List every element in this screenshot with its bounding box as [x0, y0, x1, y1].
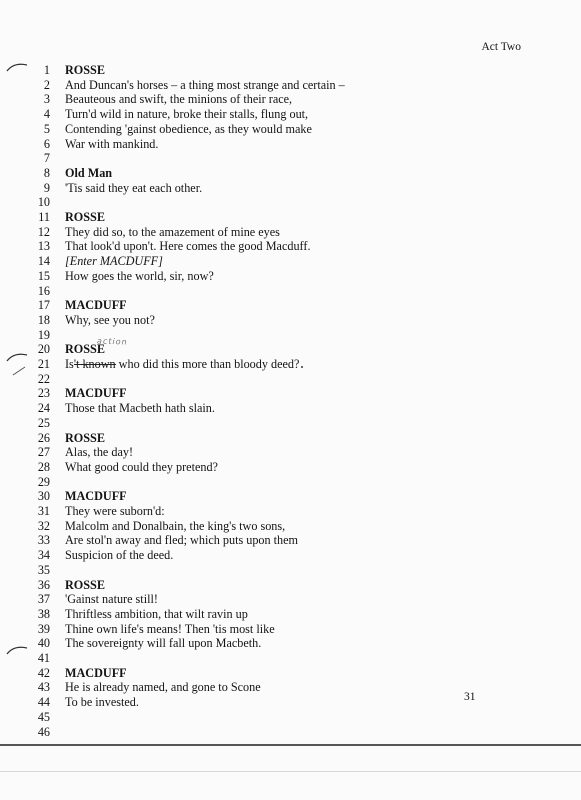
struck-text: 't known [73, 357, 116, 371]
script-line [0, 578, 581, 593]
script-line [0, 622, 581, 637]
verse-line: Thriftless ambition, that wilt ravin up [65, 606, 248, 621]
speaker-name: ROSSE [65, 430, 105, 445]
line-number: 22 [37, 371, 50, 386]
script-line [0, 313, 581, 328]
verse-line: Are stol'n away and fled; which puts upon them [65, 533, 299, 548]
verse-line: Malcolm and Donalbain, the king's two sons, [65, 518, 286, 533]
line-number: 43 [37, 680, 50, 695]
line-number: 12 [37, 224, 50, 239]
script-line [0, 710, 581, 725]
script-line [0, 298, 581, 313]
verse-line: And Duncan's horses – a thing most strange and certain – [65, 77, 345, 92]
line-number: 45 [37, 709, 50, 724]
script-line [0, 460, 581, 475]
margin-mark-icon [6, 645, 28, 655]
line-number: 1 [43, 63, 50, 77]
speaker-name: MACDUFF [65, 489, 127, 504]
script-line [0, 504, 581, 519]
script-line [0, 195, 581, 210]
script-line [0, 254, 581, 269]
script-line [0, 666, 581, 681]
verse-line: They were suborn'd: [65, 504, 165, 518]
line-number: 40 [37, 636, 50, 651]
verse-line: Thine own life's means! Then 'tis most like [65, 621, 275, 636]
verse-line: Contending 'gainst obedience, as they would make [65, 121, 312, 136]
line-number: 46 [37, 724, 50, 739]
line-number: 2 [43, 77, 50, 92]
verse-line: Alas, the day! [65, 445, 134, 460]
line-number: 37 [37, 592, 50, 607]
script-line [0, 210, 581, 225]
margin-mark-icon [6, 62, 28, 72]
verse-line: Beauteous and swift, the minions of their race, [65, 92, 293, 107]
speaker-name: Old Man [65, 165, 113, 180]
line-number: 11 [38, 210, 50, 224]
script-line [0, 607, 581, 622]
line-number: 4 [43, 107, 50, 122]
line-number: 9 [43, 180, 50, 195]
speaker-name: ROSSE [65, 577, 105, 592]
verse-fragment: who did this more than bloody deed? [115, 357, 300, 371]
line-number: 13 [37, 239, 50, 254]
script-line [0, 475, 581, 490]
line-number: 44 [37, 695, 50, 710]
speaker-name: ROSSE [65, 63, 105, 77]
verse-line: To be invested. [65, 695, 139, 710]
script-line [0, 401, 581, 416]
script-line [0, 563, 581, 578]
line-number: 20 [37, 342, 50, 357]
speaker-name: MACDUFF [65, 386, 127, 401]
line-number: 39 [37, 621, 50, 636]
script-line [0, 548, 581, 563]
verse-line: What good could they pretend? [65, 459, 218, 474]
script-line [0, 680, 581, 695]
script-line [0, 725, 581, 740]
script-line [0, 489, 581, 504]
line-number: 19 [37, 327, 50, 342]
line-number: 30 [37, 489, 50, 504]
verse-line: War with mankind. [65, 136, 159, 151]
script-line [0, 107, 581, 122]
line-number: 23 [37, 386, 50, 401]
line-number: 26 [37, 430, 50, 445]
verse-line: 'Gainst nature still! [65, 592, 158, 607]
line-number: 17 [37, 298, 50, 313]
line-number: 35 [37, 562, 50, 577]
line-number: 31 [37, 504, 50, 518]
script-line [0, 519, 581, 534]
line-number: 42 [37, 665, 50, 680]
line-number: 6 [43, 136, 50, 151]
line-number: 7 [43, 151, 50, 166]
line-number: 15 [37, 268, 50, 283]
line-number: 3 [43, 92, 50, 107]
line-number: 25 [37, 415, 50, 430]
script-line [0, 416, 581, 431]
verse-line: How goes the world, sir, now? [65, 268, 214, 283]
script-line [0, 225, 581, 240]
verse-line: Suspicion of the deed. [65, 548, 174, 563]
line-number: 8 [43, 165, 50, 180]
verse-line [65, 357, 299, 372]
verse-line: Why, see you not? [65, 312, 155, 327]
handwritten-annotation: action [96, 336, 128, 347]
script-line [0, 533, 581, 548]
script-line [0, 592, 581, 607]
line-number: 18 [37, 312, 50, 327]
verse-line: 'Tis said they eat each other. [65, 180, 203, 195]
line-number: 38 [37, 606, 50, 621]
verse-line: That look'd upon't. Here comes the good Macduff. [65, 239, 311, 254]
script-line [0, 269, 581, 284]
speaker-name: MACDUFF [65, 665, 127, 680]
script-line [0, 78, 581, 93]
line-number: 21 [37, 357, 50, 371]
margin-mark-icon [6, 352, 28, 362]
script-line [0, 342, 581, 357]
script-line [0, 372, 581, 387]
script-line [0, 92, 581, 107]
script-line [0, 181, 581, 196]
speaker-name: MACDUFF [65, 298, 127, 313]
page-number: 31 [464, 691, 476, 703]
script-line [0, 239, 581, 254]
speaker-name: ROSSE [65, 210, 105, 224]
script-line [0, 695, 581, 710]
margin-mark-icon [12, 366, 26, 376]
line-number: 33 [37, 533, 50, 548]
script-line [0, 357, 581, 372]
script-line [0, 284, 581, 299]
line-number: 29 [37, 474, 50, 489]
script-line [0, 122, 581, 137]
script-line [0, 63, 581, 78]
line-number: 32 [37, 518, 50, 533]
verse-line: Those that Macbeth hath slain. [65, 401, 215, 416]
speaker-name: ROSSE [65, 342, 105, 357]
speck [301, 366, 303, 368]
verse-fragment: Is [65, 357, 74, 371]
line-number: 27 [37, 445, 50, 460]
script-line [0, 137, 581, 152]
act-header: Act Two [481, 41, 521, 53]
line-number: 36 [37, 577, 50, 592]
script-line [0, 386, 581, 401]
line-number: 5 [43, 121, 50, 136]
line-number: 28 [37, 459, 50, 474]
line-number: 10 [37, 195, 50, 210]
script-line [0, 651, 581, 666]
stage-direction: [Enter MACDUFF] [65, 254, 163, 269]
verse-line: The sovereignty will fall upon Macbeth. [65, 636, 262, 651]
script-line [0, 328, 581, 343]
verse-line: They did so, to the amazement of mine eyes [65, 224, 280, 239]
script-line [0, 636, 581, 651]
line-number: 24 [37, 401, 50, 416]
scan-edge-rule [0, 744, 581, 746]
script-line [0, 151, 581, 166]
scan-edge-rule [0, 771, 581, 772]
line-number: 41 [37, 651, 50, 665]
line-number: 34 [37, 548, 50, 563]
script-line [0, 445, 581, 460]
verse-line: He is already named, and gone to Scone [65, 680, 261, 695]
line-number: 16 [37, 283, 50, 298]
script-line [0, 431, 581, 446]
script-line [0, 166, 581, 181]
verse-line: Turn'd wild in nature, broke their stalls, flung out, [65, 107, 309, 122]
line-number: 14 [37, 254, 50, 269]
